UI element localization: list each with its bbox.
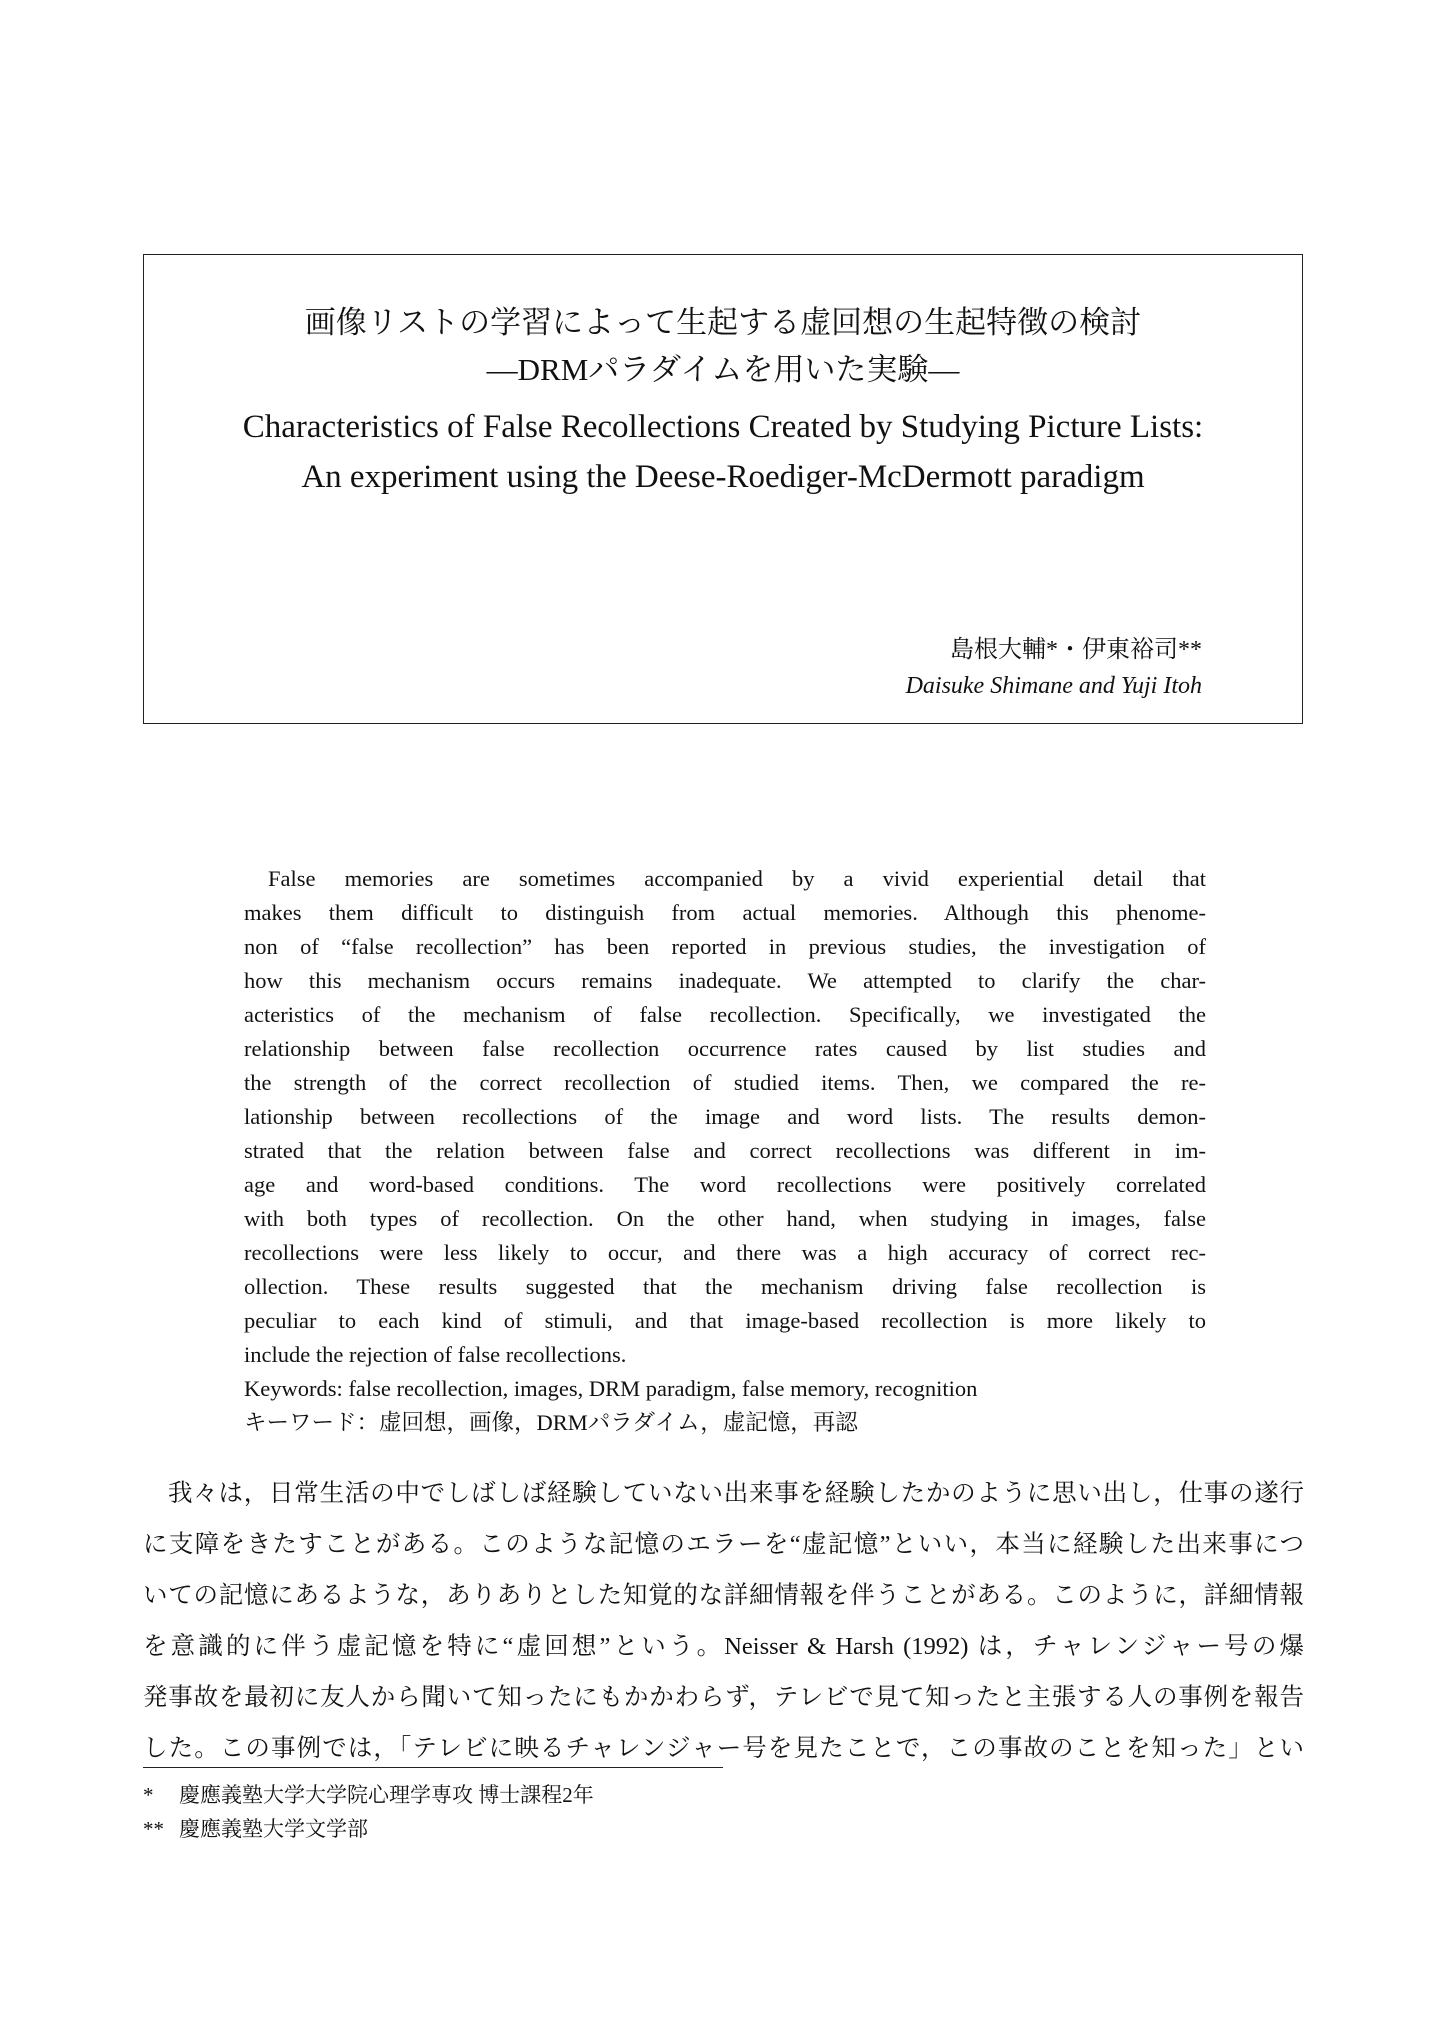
title-english-line1: Characteristics of False Recollections Created by Studying Picture Lists: bbox=[242, 409, 1204, 445]
abstract-line: acteristics of the mechanism of false recollection. Specifically, we investigated the bbox=[244, 1002, 1206, 1027]
abstract-line: strated that the relation between false and correct recollections was different in im- bbox=[244, 1138, 1206, 1163]
title-japanese: 画像リストの学習によって生起する虚回想の生起特徴の検討 bbox=[304, 305, 1142, 340]
abstract-line: relationship between false recollection occurrence rates caused by list studies and bbox=[244, 1036, 1206, 1061]
abstract-line: recollections were less likely to occur, and there was a high accuracy of correct rec- bbox=[244, 1240, 1206, 1265]
abstract-line: include the rejection of false recollections. bbox=[244, 1342, 627, 1367]
subtitle-japanese: —DRMパラダイムを用いた実験— bbox=[486, 352, 960, 387]
footnote-text: 慶應義塾大学大学院心理学専攻 博士課程2年 bbox=[179, 1783, 594, 1807]
body-line: を意識的に伴う虚記憶を特に“虚回想”という。Neisser & Harsh (1992) は，チャレンジャー号の爆 bbox=[143, 1633, 1304, 1660]
authors-japanese: 島根大輔*・伊東裕司** bbox=[950, 637, 1202, 663]
body-line: した。この事例では，「テレビに映るチャレンジャー号を見たことで，この事故のことを知った」とい bbox=[143, 1735, 1304, 1762]
footnote-mark: ** bbox=[143, 1817, 164, 1841]
abstract bbox=[244, 862, 1206, 1440]
title-english-line2: An experiment using the Deese-Roediger-McDermott paradigm bbox=[301, 459, 1145, 495]
body-line: 発事故を最初に友人から聞いて知ったにもかかわらず，テレビで見て知ったと主張する人の事例を報告 bbox=[143, 1684, 1304, 1711]
footnote-2 bbox=[143, 1813, 368, 1843]
footnote-1 bbox=[143, 1779, 594, 1809]
body-text bbox=[143, 1468, 1304, 1774]
abstract-line: False memories are sometimes accompanied by a vivid experiential detail that bbox=[268, 866, 1206, 891]
abstract-line: the strength of the correct recollection of studied items. Then, we compared the re- bbox=[244, 1070, 1206, 1095]
abstract-line: non of “false recollection” has been reported in previous studies, the investigation of bbox=[244, 934, 1206, 959]
authors-english: Daisuke Shimane and Yuji Itoh bbox=[905, 673, 1202, 699]
abstract-line: age and word-based conditions. The word recollections were positively correlated bbox=[244, 1172, 1206, 1197]
body-line: 我々は，日常生活の中でしばしば経験していない出来事を経験したかのように思い出し，仕事の遂行 bbox=[168, 1480, 1304, 1507]
abstract-line: peculiar to each kind of stimuli, and that image-based recollection is more likely to bbox=[244, 1308, 1206, 1333]
abstract-line: lationship between recollections of the image and word lists. The results demon- bbox=[244, 1104, 1206, 1129]
keywords-japanese: キーワード：虚回想，画像，DRMパラダイム，虚記憶，再認 bbox=[244, 1410, 858, 1435]
abstract-line: ollection. These results suggested that the mechanism driving false recollection is bbox=[244, 1274, 1206, 1299]
abstract-line: makes them difficult to distinguish from actual memories. Although this phenome- bbox=[244, 900, 1206, 925]
abstract-line: how this mechanism occurs remains inadequate. We attempted to clarify the char- bbox=[244, 968, 1206, 993]
body-line: いての記憶にあるような，ありありとした知覚的な詳細情報を伴うことがある。このように，詳細情報 bbox=[143, 1582, 1304, 1609]
abstract-line: with both types of recollection. On the other hand, when studying in images, false bbox=[244, 1206, 1206, 1231]
body-line: に支障をきたすことがある。このような記憶のエラーを“虚記憶”といい，本当に経験した出来事につ bbox=[143, 1531, 1304, 1558]
footnote-text: 慶應義塾大学文学部 bbox=[179, 1817, 368, 1841]
footnote-divider bbox=[143, 1767, 723, 1768]
title-box bbox=[143, 254, 1303, 724]
keywords-english: Keywords: false recollection, images, DRM paradigm, false memory, recognition bbox=[244, 1376, 978, 1401]
footnote-mark: * bbox=[143, 1783, 154, 1807]
